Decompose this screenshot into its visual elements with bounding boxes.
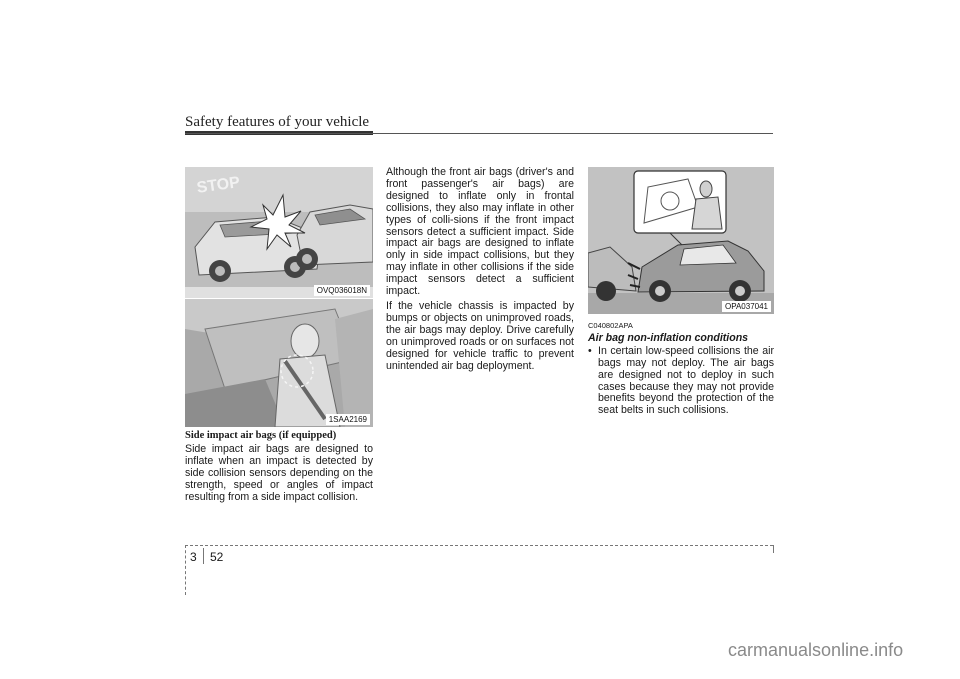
figure-code-crash: OVQ036018N — [314, 285, 370, 296]
figure-code-frontal: OPA037041 — [722, 301, 771, 312]
page-number: 52 — [210, 550, 224, 564]
middle-text-column — [386, 167, 574, 375]
chapter-number: 3 — [190, 550, 197, 564]
frontal-collision-illustration — [588, 167, 774, 314]
footer-rule — [185, 545, 773, 546]
curtain-airbag-drawing — [185, 299, 373, 427]
stop-road-marking: STOP — [195, 173, 241, 197]
page-number-separator — [203, 548, 204, 564]
left-text-column — [185, 430, 373, 506]
right-text-column — [588, 320, 774, 417]
side-airbag-heading: Side impact air bags (if equipped) — [185, 430, 337, 441]
header-rule-thin — [185, 133, 773, 134]
chassis-impact-paragraph: If the vehicle chassis is impacted by bumps or objects on unimproved roads, the air bags may deploy. Drive carefully on unimproved roads or on surfaces not designed for vehicle traffic to prevent unintended air bag deployment. — [386, 299, 574, 372]
non-inflation-bullet-text: In certain low-speed collisions the air bags may not deploy. The air bags are designed not to deploy in such cases because they may not provide benefits beyond the protection of the seat belts in such collisions. — [598, 344, 774, 417]
curtain-airbag-illustration — [185, 298, 373, 427]
side-collision-illustration — [185, 167, 373, 298]
side-collision-drawing — [185, 167, 373, 298]
footer-vertical-rule — [185, 545, 186, 595]
watermark-text: carmanualsonline.info — [728, 640, 904, 660]
figure-code-curtain: 1SAA2169 — [326, 414, 370, 425]
frontal-collision-drawing — [588, 167, 774, 314]
non-inflation-heading: Air bag non-inflation conditions — [588, 331, 749, 344]
section-title: Safety features of your vehicle — [185, 114, 370, 130]
front-airbag-paragraph: Although the front air bags (driver's and front passenger's air bags) are designed to inflate only in frontal collisions, they also may inflate in other types of colli-sions if the front impact sensors detect a sufficient impact. Side impact air bags are designed to inflate only in side impact collisions, but they may inflate in other collisions if the side impact sensors detect a sufficient impact. — [386, 166, 574, 298]
footer-vertical-tick — [773, 545, 774, 553]
bullet-icon: • — [588, 344, 592, 357]
side-airbag-body: Side impact air bags are designed to inflate when an impact is detected by side collision sensors depending on the strength, speed or angles of impact resulting from a side impact collision. — [185, 442, 373, 503]
non-inflation-bullet — [588, 346, 774, 417]
section-code: C040802APA — [588, 321, 633, 330]
